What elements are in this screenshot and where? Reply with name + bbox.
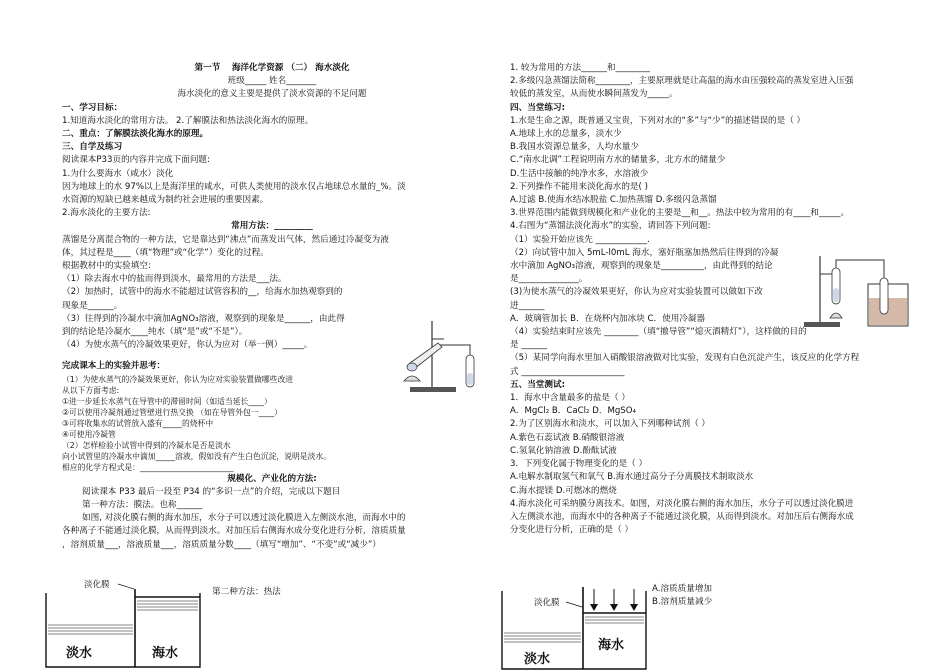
practice-4: 4.右图为“蒸馏法淡化海水”的实验，请回答下列问题: (510, 221, 711, 232)
test-2: 2.为了区别海水和淡水，可以加入下列哪种试剂（ ） (510, 419, 710, 430)
experiment-item-1: （1）除去海水中的盐而得到淡水，最常用的方法是___法。 (62, 274, 287, 285)
practice-4-d2: 是 ______ (510, 340, 548, 351)
industry-line-5: ，溶剂质量___，溶液质量___，溶质质量分数____（填写“增加”、“不变”或“减少”） (62, 539, 381, 550)
practice-1-option-a: A.地球上水的总量多，淡水少 (510, 129, 622, 140)
industry-line-4: 各种离子不能通过淡化膜，从而得到淡水。对加压后右侧海水成分变化进行分析，溶质质量 (62, 526, 406, 537)
industry-line-2: 第一种方法：膜法。也称______ (82, 500, 203, 511)
practice-4-d: （4）实验结束时应该先 ________（填“撤导管”“熄灭酒精灯”），这样做的目的 (510, 327, 807, 338)
section-5-heading: 五、当堂测试: (510, 379, 565, 390)
membrane-label: 淡化膜 (84, 580, 110, 590)
question-2: 2.海水淡化的主要方法: (62, 208, 151, 219)
membrane-figure-right (494, 577, 654, 671)
page-title: 第一节 海洋化学资源 （二） 海水淡化 (194, 63, 350, 73)
test-4-c: 分变化进行分析，正确的是（ ） (510, 525, 634, 536)
experiment-item-2a: （2）加热时，试管中的海水不能超过试管容积的__，给海水加热观察到的 (62, 287, 343, 298)
membrane-label-right: 淡化膜 (534, 598, 560, 608)
practice-1-option-b: B.我国水资源总量多，人均水量少 (510, 142, 639, 153)
practice-3: 3.世界范围内能做到规模化和产业化的主要是__和__。热法中较为常用的有____和_____。 (510, 208, 850, 219)
think-heading: 完成课本上的实验并思考： (62, 361, 166, 372)
practice-4-c2: 进______ (510, 300, 545, 311)
test-1: 1．海水中含量最多的盐是（ ） (510, 393, 630, 404)
practice-4-a: （1）实验开始应该先 ____________. (510, 234, 650, 245)
experiment-item-4: （4）为使水蒸气的冷凝效果更好，你认为应对（举一例）_____。 (62, 340, 313, 351)
test-2-options-cd: C.氢氧化钠溶液 D.酚酞试液 (510, 445, 617, 456)
test-3-options-ab: A.电解水制取氢气和氧气 B.海水通过高分子分离膜技术制取淡水 (510, 472, 754, 483)
sea-water-label-right: 海水 (598, 638, 625, 653)
practice-2: 2.下列操作不能用来淡化海水的是( ) (510, 181, 648, 192)
class-name-line: 班级_____ 姓名_______ (227, 76, 317, 87)
question-1-answer-line-1: 因为地球上的水 97%以上是海洋里的咸水，可供人类使用的淡水仅占地球总水量的_%。淡 (62, 181, 406, 192)
industry-line-3: 如图, 对淡化膜右侧的海水加压，水分子可以透过淡化膜进入左侧淡水池，而海水中的 (82, 513, 406, 524)
distillation-line-2: 体，其过程是____（填“物理”或“化学”）变化的过程。 (62, 247, 269, 258)
test-4-b: 入左侧淡水池，而海水中的各种离子不能通过淡化膜，从而得到淡水。对加压后右侧海水成 (510, 511, 854, 522)
practice-4-e: （5）某同学向海水里加入硝酸银溶液做对比实验，发现有白色沉淀产生，该反应的化学方程 (510, 353, 860, 364)
think-item-2c: 相应的化学方程式是：________________________ (62, 462, 234, 472)
practice-1-option-d: D.生活中接触的纯净水多，水溶液少 (510, 168, 649, 179)
section-3-heading: 三、自学及练习 (62, 142, 123, 153)
distillation-line-1: 蒸馏是分离混合物的一种方法，它是靠达到“沸点”而蒸发出气体，然后通过冷凝变为液 (62, 234, 389, 245)
test-2-options-ab: A.紫色石蕊试液 B.硝酸银溶液 (510, 432, 625, 443)
industry-heading: 规模化、产业化的方法: (227, 473, 317, 484)
common-method-heading: 常用方法：_________ (231, 221, 313, 232)
think-item-1f: ④可使用冷凝管 (62, 429, 116, 439)
practice-4-b3: 是______________。 (510, 274, 588, 285)
section-4-heading: 四、当堂练习: (510, 102, 565, 113)
distillation-apparatus-figure (380, 315, 495, 395)
right-line-2b: 较低的蒸发室，从而使水瞬间蒸发为_____。 (510, 89, 678, 100)
experiment-item-2b: 现象是______。 (62, 300, 123, 311)
read-instruction: 阅读课本P33页的内容并完成下面问题: (62, 155, 210, 166)
fresh-water-label-right: 淡水 (524, 652, 551, 667)
question-1: 1.为什么要海水（咸水）淡化 (62, 168, 174, 179)
experiment-item-3b: 到的结论是冷凝水____纯水（填“是”或“不是”）。 (62, 327, 248, 338)
think-item-2: （2）怎样检验小试管中得到的冷凝水是否是淡水 (62, 440, 231, 450)
intro-line: 海水淡化的意义主要是提供了淡水资源的不足问题 (177, 89, 367, 100)
think-item-1b: 从以下方面考虑: (62, 385, 120, 395)
section-1-text: 1.知道海水淡化的常用方法。 2.了解膜法和热法淡化海水的原理。 (62, 115, 314, 126)
think-item-1c: ①进一步延长水蒸气在导管中的滞留时间（如适当延长____） (62, 396, 272, 406)
test-3: 3．下列变化属于物理变化的是（ ） (510, 459, 648, 470)
think-item-1e: ③可将收集水的试管放入盛有_____的烧杯中 (62, 418, 214, 428)
think-item-2b: 向小试管里的冷凝水中滴加_____溶液，假如没有产生白色沉淀，说明是淡水。 (62, 451, 331, 461)
practice-4-c3: A．玻璃管加长 B．在烧杯内加冰块 C．使用冷凝器 (510, 313, 706, 324)
membrane-figure-left (38, 575, 208, 669)
right-line-2: 2.多级闪急蒸馏法简称________，主要原理就是让高温的海水由压强较高的蒸发室进入压强 (510, 76, 854, 87)
test-3-options-cd: C.海水提镁 D.可燃冰的燃烧 (510, 485, 617, 496)
right-line-1: 1. 较为常用的方法______和________ (510, 63, 650, 73)
test-4: 4.海水淡化可采纳膜分离技术。如图，对淡化膜右侧的海水加压，水分子可以透过淡化膜进 (510, 498, 854, 509)
section-1-heading: 一、学习目标： (62, 102, 123, 113)
industry-line-1: 阅读课本 P33 最后一段至 P34 的“多识一点”的介绍，完成以下题目 (82, 486, 341, 497)
practice-4-b: （2）向试管中加入 5mL-l0mL 海水，塞好瓶塞加热然后往得到的冷凝 (510, 247, 779, 258)
test-1-options: A．MgCl₂ B．CaCl₂ D．MgSO₄ (510, 406, 636, 417)
distillation-apparatus-figure-right (800, 252, 918, 330)
sea-water-label: 海水 (152, 646, 179, 661)
section-2-heading: 二、重点：了解膜法淡化海水的原理。 (62, 129, 209, 140)
fresh-water-label: 淡水 (66, 646, 93, 661)
practice-2-options: A.过滤 B.使海水结冰脱盐 C.加热蒸馏 D.多级闪急蒸馏 (510, 195, 717, 206)
think-item-1d: ②可以使用冷凝剂通过管壁进行热交换 （如在导管外包一____） (62, 407, 282, 417)
experiment-item-3a: （3）往得到的冷凝水中滴加AgNO₃溶液，观察到的现象是______，由此得 (62, 313, 345, 324)
test-4-option-a: A.溶质质量增加 (652, 584, 713, 594)
practice-4-c: (3)为使水蒸气的冷凝效果更好，你认为应对实验装置可以做如下改 (510, 287, 763, 298)
method-2-label: 第二种方法：热法 (212, 587, 281, 597)
practice-1: 1.水是生命之源，既普通又宝贵，下列对水的“多”与“少”的描述错误的是（ ） (510, 115, 806, 126)
practice-4-e2: 式 ________________________ (510, 366, 625, 377)
test-4-option-b: B.溶剂质量减少 (652, 597, 713, 607)
left-column (62, 0, 482, 552)
practice-1-option-c: C.“南水北调”工程说明南方水的储量多，北方水的储量少 (510, 155, 726, 166)
question-1-answer-line-2: 水资源的短缺已越来越成为制约社会进展的重要因素。 (62, 195, 269, 206)
experiment-intro: 根据教材中的实验填空: (62, 261, 151, 272)
practice-4-b2: 水中滴加 AgNO₃溶液，观察到的现象是__________，由此得到的结论 (510, 261, 773, 272)
think-item-1: （1）为使水蒸气的冷凝效果更好，你认为应对实验装置做哪些改进 (62, 374, 294, 384)
